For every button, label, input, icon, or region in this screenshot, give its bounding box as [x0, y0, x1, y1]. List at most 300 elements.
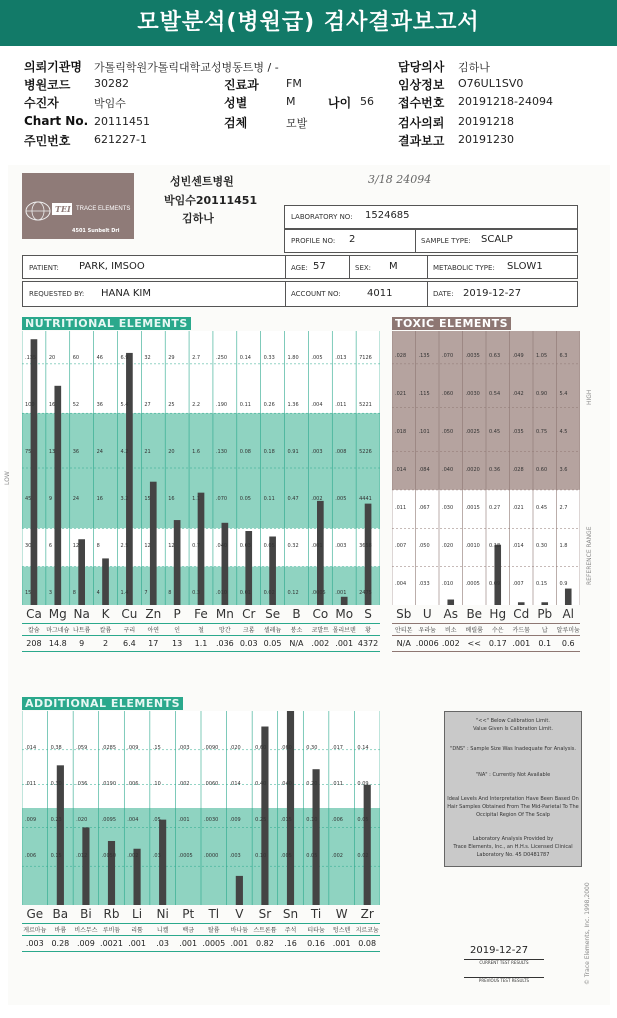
tick-label: .020 — [442, 543, 454, 549]
tick-label: 0.60 — [536, 467, 548, 473]
account-number: 4011 — [367, 288, 393, 299]
tick-label: 0.09 — [489, 581, 501, 587]
element-ca: Ca — [26, 607, 42, 621]
additional-plot — [22, 711, 380, 905]
element-name-v: 바나듐 — [230, 927, 249, 934]
element-mo: Mo — [335, 607, 354, 621]
element-name-p: 인 — [174, 627, 181, 634]
tick-label: .006 — [331, 817, 343, 823]
tick-label: .001 — [335, 590, 347, 596]
tick-label: 0.10 — [255, 853, 267, 859]
header-value: FM — [286, 77, 302, 90]
tick-label: .014 — [25, 745, 37, 751]
tick-label: 30 — [25, 543, 32, 549]
element-name-cd: 카드뮴 — [512, 627, 530, 634]
tick-label: .005 — [311, 355, 323, 361]
result-ge: .003 — [25, 939, 44, 948]
tick-label: .008 — [335, 449, 347, 455]
element-name-rb: 루비듐 — [102, 927, 121, 934]
tick-label: 5.4 — [559, 391, 568, 397]
tick-label: .011 — [331, 781, 343, 787]
metabolic-type: SLOW1 — [507, 261, 543, 272]
tick-label: 15 — [25, 590, 32, 596]
result-zn: 17 — [148, 639, 159, 648]
element-tl: Tl — [208, 907, 220, 921]
brand-name: TRACE ELEMENTS — [76, 206, 131, 212]
header-label: 성별 — [224, 96, 248, 110]
tick-label: 2475 — [359, 590, 372, 596]
tick-label: 0.15 — [50, 853, 62, 859]
tick-label: 1.8 — [559, 543, 568, 549]
header-label: 병원코드 — [24, 78, 71, 92]
tick-label: .0050 — [101, 853, 117, 859]
element-name-bi: 비스무스 — [74, 927, 98, 934]
header-label: 담당의사 — [398, 60, 445, 74]
element-rb: Rb — [103, 907, 120, 921]
tick-label: .049 — [512, 353, 524, 359]
element-name-mg: 마그네슘 — [46, 627, 70, 634]
tick-label: 0.11 — [263, 496, 275, 502]
tick-label: 5.4 — [120, 402, 129, 408]
patient-sex: M — [389, 261, 398, 272]
header-value: 모발 — [286, 117, 308, 130]
result-fe: 1.1 — [194, 639, 208, 648]
tick-label: 0.47 — [287, 496, 299, 502]
legend-box: "<<" Below Calibration Limit. Value Given Is Calibration Limit. "DNS" : Sample Size Was Inadequate For Analysis. "NA" : Currently Not Available Ideal Levels And Interpretation Have Been Based On Hair Samples Obtained From The Mid-Parietal To The Occipital Region Of The Scalp Laboratory Analysis Provided by Trace Elements, Inc., an H.H.s. Licensed Clinical Laboratory No. 45 D0481787 — [444, 711, 582, 867]
element-zr: Zr — [360, 907, 374, 921]
tick-label: 0.03 — [239, 543, 251, 549]
element-name-b: 붕소 — [290, 627, 303, 634]
bar-rb — [108, 841, 115, 905]
tick-label: .011 — [25, 781, 37, 787]
element-name-zn: 아연 — [147, 627, 160, 634]
tick-label: .050 — [442, 429, 454, 435]
brand-address: 4501 Sunbelt Dri — [72, 228, 120, 234]
element-p: P — [173, 607, 181, 621]
element-na: Na — [73, 607, 90, 621]
tick-label: 0.45 — [489, 429, 501, 435]
bottom-date: 2019-12-27 — [470, 945, 529, 956]
tick-label: 0.20 — [306, 781, 318, 787]
element-sr: Sr — [258, 907, 272, 921]
tick-label: 1.05 — [536, 353, 548, 359]
tick-label: 6.3 — [559, 353, 568, 359]
element-ni: Ni — [156, 907, 169, 921]
additional-title: ADDITIONAL ELEMENTS — [22, 697, 183, 710]
tick-label: .0015 — [465, 505, 480, 511]
element-name-ca: 칼슘 — [28, 627, 40, 634]
toxic-row-border — [392, 635, 580, 636]
tick-label: 60 — [72, 355, 80, 361]
tick-label: 100 — [25, 402, 35, 408]
tick-label: 2.5 — [120, 543, 129, 549]
tick-label: .002 — [127, 853, 139, 859]
result-mo: .001 — [335, 639, 354, 648]
additional-row-border — [22, 923, 380, 924]
result-mg: 14.8 — [48, 639, 67, 648]
tick-label: 0.54 — [489, 391, 501, 397]
tick-label: 0.23 — [50, 817, 62, 823]
tick-label: 2.7 — [192, 355, 201, 361]
bar-bi — [82, 827, 89, 905]
tick-label: 5221 — [359, 402, 372, 408]
tick-label: .0090 — [204, 745, 219, 751]
element-be: Be — [466, 607, 483, 621]
tick-label: 1.36 — [287, 402, 299, 408]
element-name-ge: 게르마늄 — [23, 927, 47, 934]
tick-label: .15 — [152, 745, 161, 751]
header-label: 결과보고 — [398, 134, 445, 148]
tick-label: .030 — [442, 505, 454, 511]
tick-label: .070 — [442, 353, 454, 359]
element-cr: Cr — [242, 607, 256, 621]
result-pb: 0.1 — [538, 639, 552, 648]
result-na: 9 — [79, 639, 85, 648]
patient-box: PATIENT: PARK, IMSOO AGE: 57 SEX: M METABOLIC TYPE: SLOW1 — [22, 255, 578, 279]
element-name-as: 비소 — [444, 627, 457, 634]
element-al: Al — [562, 607, 575, 621]
element-name-cu: 구리 — [123, 627, 136, 634]
element-name-co: 코발트 — [311, 627, 330, 634]
tick-label: .020 — [229, 745, 241, 751]
bar-sr — [261, 727, 268, 905]
tick-label: .0030 — [204, 817, 219, 823]
tick-label: .0285 — [101, 745, 117, 751]
tick-label: .130 — [215, 449, 228, 455]
tick-label: .005 — [335, 496, 347, 502]
result-ti: 0.16 — [307, 939, 325, 948]
header-value: 56 — [360, 95, 374, 108]
element-name-pt: 백금 — [182, 927, 194, 934]
tick-label: .009 — [127, 745, 139, 751]
result-hg: 0.17 — [488, 639, 507, 648]
tick-label: 0.14 — [357, 745, 369, 751]
tick-label: 1.4 — [120, 590, 129, 596]
tick-label: 0.9 — [559, 581, 568, 587]
page-title: 모발분석(병원급) 검사결과보고서 — [0, 0, 617, 46]
tick-label: 0.40 — [255, 781, 267, 787]
tick-label: 0.60 — [255, 745, 267, 751]
bar-k — [102, 558, 109, 605]
element-name-mo: 몰리브덴 — [332, 627, 356, 634]
request-box: REQUESTED BY: HANA KIM ACCOUNT NO: 4011 DATE: 2019-12-27 — [22, 281, 578, 307]
tick-label: 25 — [168, 402, 175, 408]
tick-label: 20 — [48, 355, 56, 361]
nutritional-title: NUTRITIONAL ELEMENTS — [22, 317, 191, 330]
tick-label: .009 — [25, 817, 37, 823]
additional-row-border — [22, 951, 380, 952]
patient-age: 57 — [313, 261, 326, 272]
tick-label: .020 — [76, 817, 88, 823]
tick-label: .028 — [395, 353, 407, 359]
tick-label: .003 — [229, 853, 241, 859]
toxic-row-border — [392, 623, 580, 624]
tick-label: 0.10 — [306, 817, 318, 823]
tick-label: 75 — [25, 449, 32, 455]
tick-label: 9 — [48, 496, 53, 502]
tick-label: 16 — [168, 496, 175, 502]
tick-label: 1.1 — [192, 496, 201, 502]
element-pb: Pb — [537, 607, 553, 621]
tick-label: 0.15 — [536, 581, 548, 587]
header-label: 검사의뢰 — [398, 116, 445, 130]
tick-label: .003 — [311, 449, 323, 455]
element-k: K — [101, 607, 110, 621]
tick-label: .050 — [418, 543, 430, 549]
tick-label: .0030 — [465, 391, 480, 397]
element-name-ti: 티타늄 — [307, 927, 325, 934]
tick-label: .040 — [215, 543, 228, 549]
header-label: 접수번호 — [398, 96, 445, 110]
result-cd: .001 — [512, 639, 531, 648]
result-sr: 0.82 — [256, 939, 274, 948]
bar-sn — [287, 711, 294, 905]
element-cd: Cd — [513, 607, 530, 621]
tick-label: 0.30 — [536, 543, 548, 549]
side-reference-label: REFERENCE RANGE — [586, 526, 593, 585]
result-li: .001 — [128, 939, 146, 948]
element-name-zr: 지르코늄 — [355, 927, 379, 934]
result-tl: .0005 — [202, 939, 226, 948]
tick-label: 0.32 — [287, 543, 299, 549]
toxic-row-border — [392, 651, 580, 652]
tick-label: .0190 — [101, 781, 117, 787]
header-value: 20191230 — [458, 133, 514, 146]
side-low-label: LOW — [4, 471, 11, 485]
tick-label: 0.05 — [263, 543, 275, 549]
element-name-sr: 스트론튬 — [253, 927, 277, 934]
result-se: 0.05 — [263, 639, 282, 648]
tick-label: 3658 — [359, 543, 372, 549]
tick-label: .002 — [178, 781, 190, 787]
bar-cu — [126, 353, 133, 605]
element-ti: Ti — [310, 907, 322, 921]
nutritional-band — [22, 331, 380, 413]
element-name-li: 리튬 — [131, 927, 143, 934]
bar-ti — [312, 769, 319, 905]
result-sn: .16 — [284, 939, 297, 948]
result-bi: .009 — [77, 939, 95, 948]
result-pt: .001 — [179, 939, 198, 948]
tick-label: .011 — [395, 505, 407, 511]
result-al: 0.6 — [561, 639, 575, 648]
element-name-hg: 수은 — [491, 627, 504, 634]
scanned-report — [4, 165, 610, 1005]
tick-label: .007 — [512, 581, 524, 587]
result-p: 13 — [172, 639, 183, 648]
element-v: V — [235, 907, 244, 921]
tick-label: 0.09 — [357, 781, 369, 787]
tick-label: 0.90 — [536, 391, 548, 397]
tick-label: 0.12 — [287, 590, 299, 596]
element-name-k: 칼륨 — [99, 627, 112, 634]
tick-label: 0.36 — [489, 467, 501, 473]
header-value: 30282 — [94, 77, 129, 90]
tick-label: 24 — [96, 449, 103, 455]
tick-label: 7 — [144, 590, 148, 596]
nutritional-plot — [22, 331, 380, 605]
tick-label: .007 — [395, 543, 407, 549]
tick-label: .03 — [152, 853, 161, 859]
bar-al — [565, 589, 572, 605]
header-value: 20111451 — [94, 115, 150, 128]
bar-zn — [150, 482, 157, 605]
tick-label: 3.6 — [559, 467, 568, 473]
tick-label: 0.3 — [192, 590, 201, 596]
tick-label: 21 — [144, 449, 151, 455]
result-s: 4372 — [357, 639, 379, 648]
element-name-ba: 바륨 — [54, 927, 67, 934]
result-as: .002 — [441, 639, 460, 648]
tick-label: 0.25 — [255, 817, 267, 823]
tick-label: .009 — [229, 817, 241, 823]
tick-label: .0005 — [465, 581, 480, 587]
element-name-al: 알루미늄 — [556, 627, 580, 634]
bar-ni — [159, 820, 166, 905]
element-ge: Ge — [26, 907, 44, 921]
additional-row-border — [22, 935, 380, 936]
tick-label: .0095 — [101, 817, 117, 823]
header-label: 임상정보 — [398, 78, 445, 92]
tick-label: .067 — [418, 505, 430, 511]
header-value: 20191218-24094 — [458, 95, 553, 108]
tick-label: 8 — [96, 543, 100, 549]
bar-hg — [494, 545, 501, 605]
tick-label: 15 — [144, 496, 151, 502]
tick-label: 12 — [72, 543, 80, 549]
tick-label: .017 — [331, 745, 343, 751]
tick-label: .010 — [215, 590, 228, 596]
tick-label: .0020 — [465, 467, 480, 473]
tick-label: 0.08 — [239, 449, 251, 455]
tick-label: .05 — [152, 817, 161, 823]
tick-label: 1.80 — [287, 355, 299, 361]
tick-label: 4441 — [359, 496, 372, 502]
additional-chart — [22, 711, 380, 954]
tick-label: 0.05 — [306, 853, 318, 859]
element-hg: Hg — [489, 607, 507, 621]
element-sn: Sn — [282, 907, 299, 921]
element-name-fe: 철 — [198, 627, 204, 634]
element-name-pb: 납 — [541, 627, 548, 634]
element-mg: Mg — [48, 607, 67, 621]
result-rb: .0021 — [100, 939, 123, 948]
result-u: .0006 — [415, 639, 439, 648]
tick-label: .0060 — [204, 781, 219, 787]
toxic-chart — [392, 331, 580, 654]
tick-label: .004 — [127, 817, 139, 823]
patient-stamp: 박임수20111451 — [164, 194, 258, 207]
element-zn: Zn — [145, 607, 162, 621]
tick-label: 0.18 — [489, 543, 501, 549]
tick-label: 0.33 — [263, 355, 275, 361]
element-name-se: 셀레늄 — [263, 627, 282, 634]
bar-as — [447, 600, 454, 605]
element-name-mn: 망간 — [219, 627, 231, 634]
tick-label: .014 — [229, 781, 241, 787]
element-u: U — [422, 607, 432, 621]
tick-label: 0.38 — [50, 745, 62, 751]
element-name-s: 황 — [365, 627, 371, 634]
tick-label: .0000 — [204, 853, 219, 859]
element-as: As — [443, 607, 458, 621]
element-s: S — [364, 607, 372, 621]
header-value: 가톨릭학원가톨릭대학교성병동트병 / - — [94, 61, 279, 74]
result-ni: .03 — [156, 939, 169, 948]
tick-label: 4.5 — [559, 429, 568, 435]
tick-label: 36 — [72, 449, 80, 455]
tick-label: 0.14 — [239, 355, 251, 361]
tick-label: 12 — [168, 543, 175, 549]
result-w: .001 — [332, 939, 351, 948]
tick-label: .135 — [25, 355, 37, 361]
header-value: M — [286, 95, 296, 108]
copyright-label: © Trace Elements, Inc. 1998,2000 — [584, 882, 591, 985]
tick-label: .014 — [512, 543, 524, 549]
tick-label: 8 — [168, 590, 172, 596]
element-name-na: 나트륨 — [72, 627, 91, 634]
tick-label: 27 — [144, 402, 151, 408]
tick-label: .006 — [25, 853, 37, 859]
result-be: << — [467, 639, 481, 648]
nutritional-row-border — [22, 635, 380, 636]
tick-label: .040 — [442, 467, 454, 473]
tick-label: 6 — [48, 543, 53, 549]
nutritional-row-border — [22, 651, 380, 652]
tick-label: 0.45 — [536, 505, 548, 511]
bar-cd — [518, 602, 525, 605]
tick-label: .028 — [512, 467, 524, 473]
bar-v — [236, 876, 243, 905]
result-mn: .036 — [215, 639, 234, 648]
tick-label: 36 — [96, 402, 103, 408]
result-co: .002 — [311, 639, 330, 648]
result-cr: 0.03 — [239, 639, 258, 648]
result-cu: 6.4 — [123, 639, 136, 648]
bar-mg — [54, 386, 61, 605]
profile-box: PROFILE NO: 2 SAMPLE TYPE: SCALP — [284, 229, 578, 253]
tick-label: 8 — [72, 590, 76, 596]
nutritional-chart — [22, 331, 380, 654]
result-zr: 0.08 — [358, 939, 377, 948]
header-value: 20191218 — [458, 115, 514, 128]
tick-label: .084 — [418, 467, 430, 473]
tick-label: 52 — [72, 402, 80, 408]
tick-label: .0010 — [465, 543, 480, 549]
tick-label: 3.2 — [120, 496, 129, 502]
requested-by: HANA KIM — [101, 288, 151, 299]
tick-label: 13 — [48, 449, 56, 455]
tick-label: 4.2 — [120, 449, 129, 455]
tick-label: .036 — [76, 781, 88, 787]
tick-label: .115 — [418, 391, 430, 397]
tick-label: 20 — [168, 449, 175, 455]
tick-label: 0.11 — [239, 402, 251, 408]
tick-label: 0.27 — [489, 505, 501, 511]
header-label: Chart No. — [24, 114, 89, 128]
element-name-u: 우라늄 — [418, 627, 436, 634]
tick-label: .250 — [215, 355, 228, 361]
report-date: 2019-12-27 — [463, 288, 522, 299]
tick-label: 0.26 — [263, 402, 275, 408]
tick-label: .005 — [280, 853, 292, 859]
element-sb: Sb — [396, 607, 412, 621]
header-label: 수진자 — [24, 96, 59, 110]
tick-label: .018 — [395, 429, 407, 435]
result-ba: 0.28 — [51, 939, 70, 948]
profile-number: 2 — [349, 234, 356, 245]
doctor-stamp: 김하나 — [182, 212, 214, 225]
